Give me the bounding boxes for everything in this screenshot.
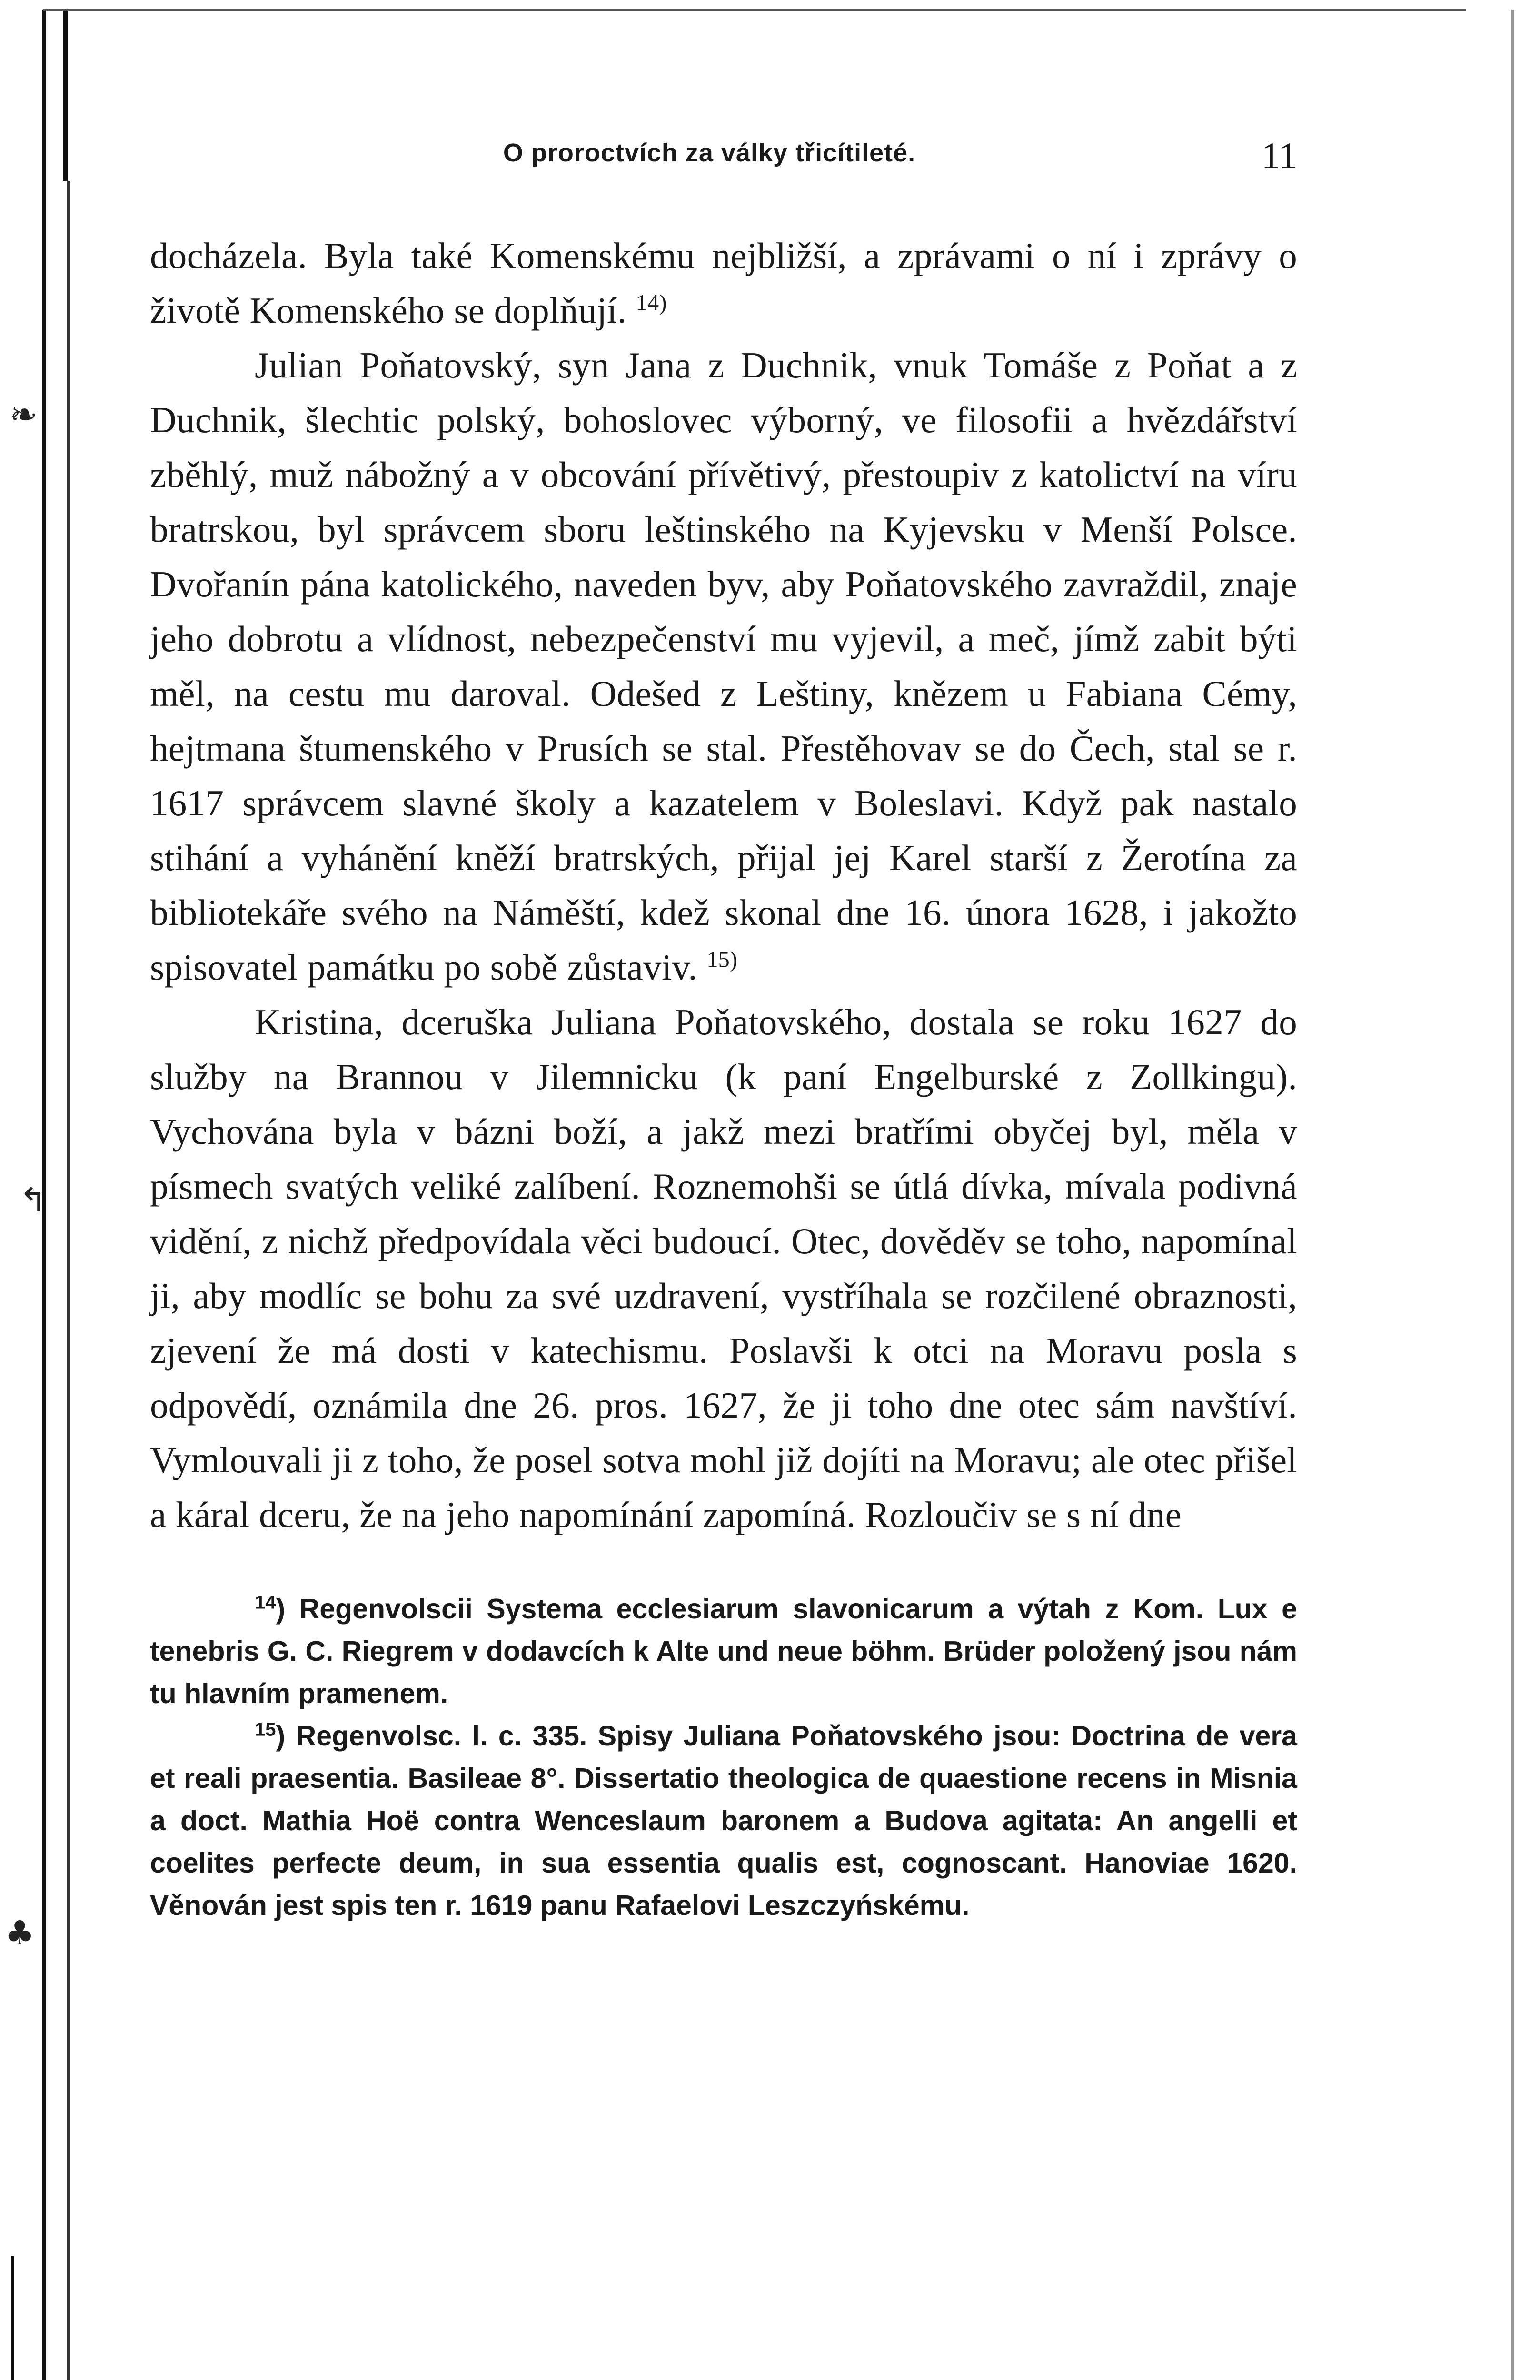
footnotes: [150, 1588, 1297, 1927]
main-text: [150, 228, 1297, 1542]
binding-edge-line: [63, 10, 68, 181]
footnote-mark: 15: [255, 1719, 276, 1740]
margin-speck-icon: ❧: [10, 395, 38, 434]
paragraph-text: Julian Poňatovský, syn Jana z Duchnik, vnuk Tomáše z Poňat a z Duchnik, šlechtic polský, bohoslovec výborný, ve filosofii a hvězdářství zběhlý, muž nábožný a v obcování přívětivý, přestoupiv z katolictví na víru bratrskou, byl správcem sboru leštinského na Kyjevsku v Menší Polsce. Dvořanín pána katolického, naveden byv, aby Poňatovského zavraždil, znaje jeho dobrotu a vlídnost, nebezpečenství mu vyjevil, a meč, jímž zabit býti měl, na cestu mu daroval. Odešed z Leštiny, knězem u Fabiana Cémy, hejtmana štumenského v Prusích se stal. Přestěhovav se do Čech, stal se r. 1617 správcem slavné školy a kazatelem v Boleslavi. Když pak nastalo stihání a vyhánění kněží bratrských, přijal jej Karel starší z Žerotína za bibliotekáře svého na Náměští, kdež skonal dne 16. února 1628, i jakožto spisovatel památku po sobě zůstaviv.: [150, 345, 1297, 988]
running-head: O proroctvích za války třicítileté.: [503, 139, 916, 167]
binding-edge-line: [67, 181, 70, 2380]
footnote: [150, 1588, 1297, 1715]
page-right-edge: [1511, 10, 1514, 2380]
margin-speck-icon: ♣: [5, 1914, 35, 1953]
footnote-text: ) Regenvolsc. l. c. 335. Spisy Juliana Poňatovského jsou: Doctrina de vera et reali praesentia. Basileae 8°. Dissertatio theologica de quaestione recens in Misnia a doct. Mathia Hoë contra Wenceslaum baronem a Budova agitata: An angelli et coelites perfecte deum, in sua essentia qualis est, cognoscant. Hanoviae 1620. Věnován jest spis ten r. 1619 panu Rafaelovi Leszczyńskému.: [150, 1720, 1297, 1921]
paragraph: [150, 995, 1297, 1542]
footnote-mark: 14: [255, 1592, 276, 1613]
page-number: 11: [1261, 135, 1297, 176]
footnote-text: ) Regenvolscii Systema ecclesiarum slavonicarum a výtah z Kom. Lux e tenebris G. C. Riegrem v dodavcích k Alte und neue böhm. Brüder položený jsou nám tu hlavním pramenem.: [150, 1593, 1297, 1709]
binding-edge-line: [11, 2256, 14, 2380]
margin-speck-icon: ↰: [19, 1180, 47, 1220]
footnote: [150, 1715, 1297, 1927]
footnote-reference: 15): [706, 947, 738, 972]
paragraph: [150, 338, 1297, 995]
paragraph-text: Kristina, dceruška Juliana Poňatovského, dostala se roku 1627 do služby na Brannou v Jilemnicku (k paní Engelburské z Zollkingu). Vychována byla v bázni boží, a jakž mezi bratřími obyčej byl, měla v písmech svatých veliké zalíbení. Roznemohši se útlá dívka, mívala podivná vidění, z nichž předpovídala věci budoucí. Otec, dověděv se toho, napomínal ji, aby modlíc se bohu za své uzdravení, vystříhala se rozčilené obraznosti, zjevení že má dosti v katechismu. Poslavši k otci na Moravu posla s odpovědí, oznámila dne 26. pros. 1627, že ji toho dne otec sám navštíví. Vymlouvali ji z toho, že posel sotva mohl již dojíti na Moravu; ale otec přišel a káral dceru, že na jeho napomínání zapomíná. Rozloučiv se s ní dne: [150, 1002, 1297, 1535]
paragraph: [150, 228, 1297, 338]
page-top-edge: [43, 9, 1466, 11]
page-header: [150, 124, 1297, 181]
paragraph-text: docházela. Byla také Komenskému nejbližší, a zprávami o ní i zprávy o životě Komenského se doplňují.: [150, 235, 1297, 331]
footnote-reference: 14): [636, 290, 667, 316]
book-page: [150, 124, 1297, 1927]
